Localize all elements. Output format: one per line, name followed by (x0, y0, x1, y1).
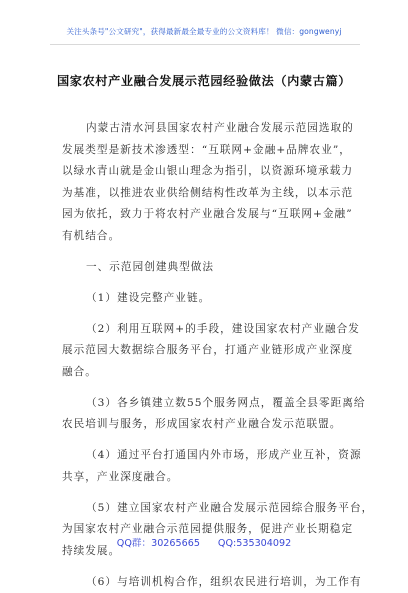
paragraph-line: 为基准，以推进农业供给侧结构性改革为主线，以本示范 (62, 183, 358, 205)
list-item: （1）建设完整产业链。 (62, 288, 358, 310)
paragraph-line: 有机结合。 (62, 226, 358, 248)
paragraph-line: 持续发展。 (62, 541, 358, 563)
paragraph-line: 发展类型是新技术渗透型：“互联网+金融+品牌农业”， (62, 140, 358, 162)
paragraph-line: 为国家农村产业融合示范园提供服务，促进产业长期稳定 (62, 519, 358, 541)
list-item: （6）与培训机构合作，组织农民进行培训，为工作有 (62, 572, 358, 593)
list-item: （5）建立国家农村产业融合发展示范园综合服务平台， (62, 498, 358, 520)
document-body (62, 118, 358, 593)
paragraph-line: 农民培训与服务，形成国家农村产业融合发示范联盟。 (62, 414, 358, 436)
list-item: （4）通过平台打通国内外市场，形成产业互补，资源 (62, 445, 358, 467)
list-item: （2）利用互联网+的手段，建设国家农村产业融合发 (62, 319, 358, 341)
footer-contact (0, 535, 408, 549)
paragraph-line: 以绿水青山就是金山银山理念为指引，以资源环境承载力 (62, 161, 358, 183)
section-heading: 一、示范园创建典型做法 (62, 257, 358, 279)
header-divider (50, 44, 360, 45)
paragraph-line: 融合。 (62, 362, 358, 384)
header-banner: 关注头条号"公文研究"，获得最新最全最专业的公文资料库！ 微信：gongwenyj (0, 26, 408, 37)
qq-contact-text: QQ:535304092 (218, 538, 291, 549)
document-title: 国家农村产业融合发展示范园经验做法（内蒙古篇） (0, 72, 408, 89)
paragraph-line: 共享，产业深度融合。 (62, 467, 358, 489)
list-item: （3）各乡镇建立数55个服务网点，覆盖全县零距离给 (62, 393, 358, 415)
paragraph-line: 展示范园大数据综合服务平台，打通产业链形成产业深度 (62, 340, 358, 362)
qq-group-text: QQ群：30265665 (117, 538, 200, 549)
paragraph-line: 内蒙古清水河县国家农村产业融合发展示范园选取的 (62, 118, 358, 140)
paragraph-line: 园为依托，致力于将农村产业融合发展与“互联网+金融” (62, 204, 358, 226)
